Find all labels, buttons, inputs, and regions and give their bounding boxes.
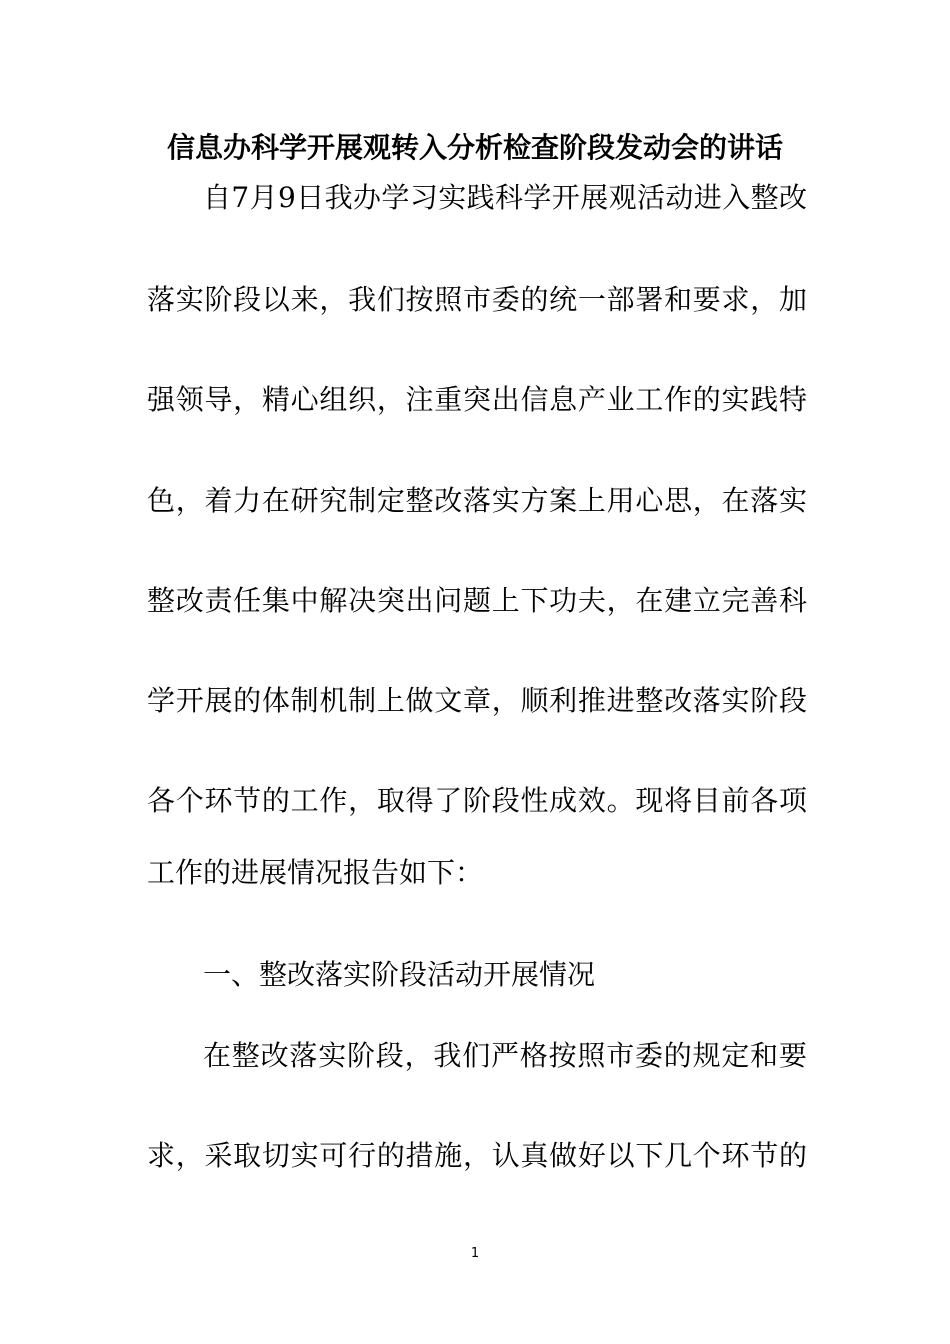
paragraph-line: 强领导，精心组织，注重突出信息产业工作的实践特: [147, 383, 807, 416]
paragraph-line: 在整改落实阶段，我们严格按照市委的规定和要: [203, 1039, 807, 1072]
document-title: 信息办科学开展观转入分析检查阶段发动会的讲话: [166, 131, 783, 164]
paragraph-line: 求，采取切实可行的措施，认真做好以下几个环节的: [147, 1139, 807, 1172]
paragraph-line: 各个环节的工作，取得了阶段性成效。现将目前各项: [147, 784, 807, 817]
page-number: 1: [470, 1246, 480, 1261]
paragraph-line: 整改责任集中解决突出问题上下功夫，在建立完善科: [147, 584, 807, 617]
paragraph-line: 工作的进展情况报告如下：: [147, 856, 484, 889]
paragraph-line: 落实阶段以来，我们按照市委的统一部署和要求，加: [147, 283, 807, 316]
paragraph-line: 色，着力在研究制定整改落实方案上用心思，在落实: [147, 484, 807, 517]
paragraph-line: 学开展的体制机制上做文章，顺利推进整改落实阶段: [147, 684, 807, 717]
paragraph-line: 自7月9日我办学习实践科学开展观活动进入整改: [203, 181, 807, 214]
section-heading: 一、整改落实阶段活动开展情况: [203, 958, 596, 991]
